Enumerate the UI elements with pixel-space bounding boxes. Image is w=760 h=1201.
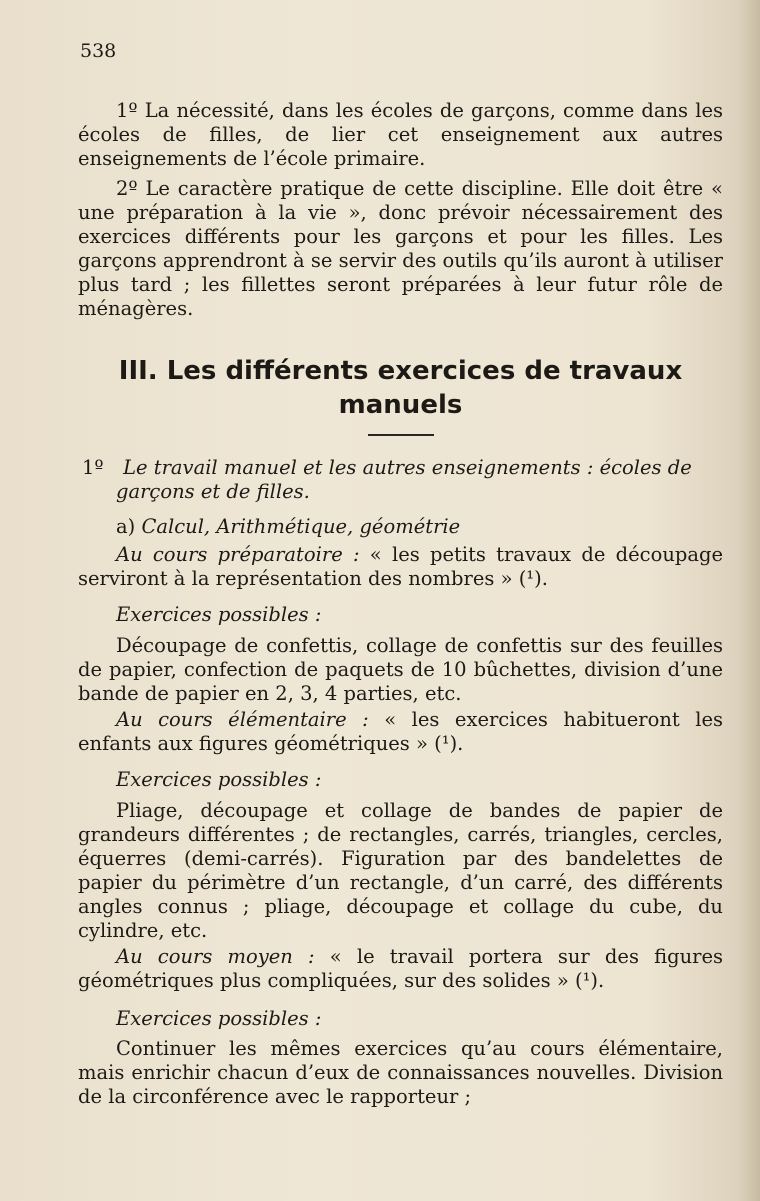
elementary-label: Au cours élémentaire : xyxy=(116,708,369,731)
exercises-label-3: Exercices possibles : xyxy=(116,1007,322,1030)
preparatory-paragraph xyxy=(78,543,723,591)
exercises-text-2: Pliage, découpage et collage de bandes de papier de grandeurs différentes ; de rectangles, carrés, triangles, cercles, équerres (demi-carrés). Figuration par des bandelettes de papier du périmètre d’un rectangle, d’un carré, des différents angles connus ; pliage, découpage et collage du cube, du cylindre, etc. xyxy=(78,799,723,942)
subsection-title-text: Le travail manuel et les autres enseignements : écoles de garçons et de filles. xyxy=(116,456,692,503)
part-a-title xyxy=(116,515,721,539)
page-shadow xyxy=(738,0,760,1201)
exercises-text-3: Continuer les mêmes exercices qu’au cours élémentaire, mais enrichir chacun d’eux de connaissances nouvelles. Division de la circonférence avec le rapporteur ; xyxy=(78,1037,723,1108)
exercises-text-1: Découpage de confettis, collage de confettis sur des feuilles de papier, confection de paquets de 10 bûchettes, division d’une bande de papier en 2, 3, 4 parties, etc. xyxy=(78,634,723,705)
intro-point-2: 2º Le caractère pratique de cette discipline. Elle doit être « une préparation à la vie », donc prévoir nécessairement des exercices différents pour les garçons et pour les filles. Les garçons apprendront à se servir des outils qu’ils auront à utiliser plus tard ; les fillettes seront préparées à leur futur rôle de ménagères. xyxy=(78,177,723,320)
preparatory-label: Au cours préparatoire : xyxy=(116,543,360,566)
section-heading xyxy=(78,354,723,422)
section-divider xyxy=(368,434,434,436)
preparatory-text: « les petits travaux de découpage serviront à la représentation des nombres » (¹). xyxy=(78,543,724,590)
part-a-title-text: Calcul, Arithmétique, géométrie xyxy=(141,515,461,538)
part-a-label: a) xyxy=(116,515,136,538)
section-heading-line-1: III. Les différents exercices de travaux xyxy=(118,356,683,386)
exercises-label-2: Exercices possibles : xyxy=(116,768,322,791)
elementary-text: « les exercices habitueront les enfants aux figures géométriques » (¹). xyxy=(78,708,723,755)
middle-paragraph xyxy=(78,945,723,993)
exercises-label-1: Exercices possibles : xyxy=(116,603,322,626)
subsection-title xyxy=(82,456,757,504)
section-heading-line-2: manuels xyxy=(338,390,463,420)
subsection-number: 1º xyxy=(82,456,104,479)
intro-point-1: 1º La nécessité, dans les écoles de garçons, comme dans les écoles de filles, de lier cet enseignement aux autres enseignements de l’école primaire. xyxy=(78,99,723,170)
elementary-paragraph xyxy=(78,708,723,756)
middle-text: « le travail portera sur des figures géométriques plus compliquées, sur des solides » (¹). xyxy=(78,945,724,992)
middle-label: Au cours moyen : xyxy=(116,945,315,968)
page-number: 538 xyxy=(80,40,117,62)
